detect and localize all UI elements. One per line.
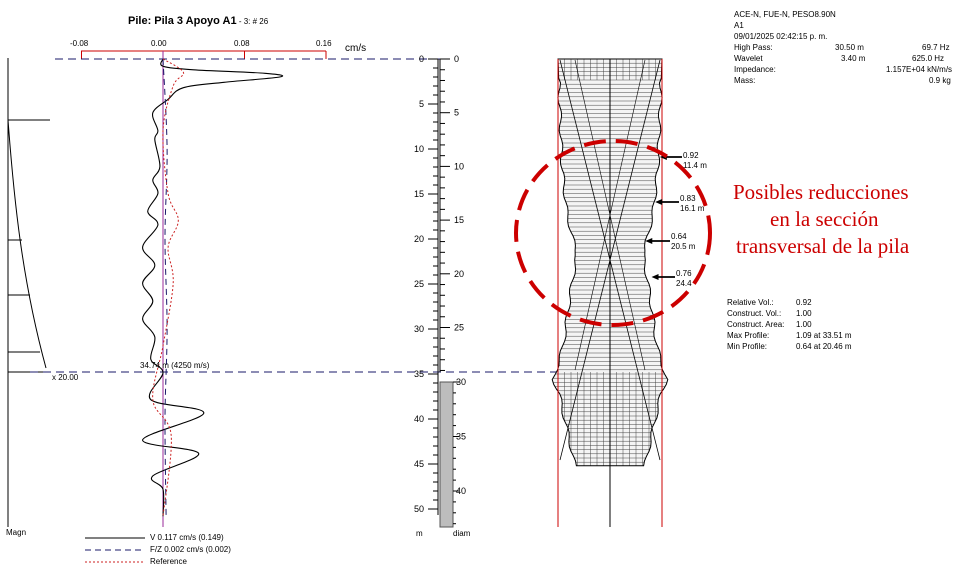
info-row-value: 69.7 Hz (922, 43, 950, 52)
info-filters: ACE-N, FUE-N, PESO8.90N (734, 10, 836, 19)
depth-tick-label: 0 (418, 54, 424, 64)
depth-tick-label: 35 (413, 369, 424, 379)
annotation-line-1: Posibles reducciones (733, 180, 909, 204)
legend-reference: Reference (150, 557, 187, 566)
summary-label: Construct. Area: (727, 320, 785, 329)
inner-depth-label: 5 (454, 107, 460, 118)
inner-depth-label: 15 (454, 215, 465, 226)
diam-tick-label: 40 (456, 486, 467, 496)
annotation-line-3: transversal de la pila (736, 234, 910, 258)
info-row-value: 3.40 m (841, 54, 866, 63)
chart-title: Pile: Pila 3 Apoyo A1 - 3: # 26 (128, 15, 269, 27)
inner-depth-label: 25 (454, 322, 465, 333)
summary-value: 1.00 (796, 309, 812, 318)
info-datetime: 09/01/2025 02:42:15 p. m. (734, 32, 828, 41)
depth-tick-label: 20 (413, 234, 424, 244)
info-row-label: Mass: (734, 76, 756, 85)
info-row-value: 625.0 Hz (912, 54, 945, 63)
info-row-label: High Pass: (734, 43, 773, 52)
x-tick-label: 0.00 (151, 39, 167, 48)
info-row-value: 1.157E+04 kN/m/s (886, 65, 953, 74)
diam-tick-label: 35 (456, 431, 467, 442)
marker-ratio: 0.92 (683, 151, 699, 160)
marker-ratio: 0.83 (680, 194, 696, 203)
diam-bar (440, 382, 453, 527)
legend-v: V 0.117 cm/s (0.149) (150, 533, 224, 542)
summary-label: Relative Vol.: (727, 298, 774, 307)
x-axis-unit: cm/s (345, 43, 367, 54)
depth-tick-label: 50 (413, 504, 424, 514)
x-tick-label: 0.16 (316, 39, 332, 48)
summary-label: Max Profile: (727, 331, 770, 340)
marker-depth: 11.4 m (683, 161, 707, 170)
diam-label: diam (453, 529, 471, 538)
marker-ratio: 0.76 (676, 269, 692, 278)
toe-marker-label: 34.74 m (4250 m/s) (140, 361, 210, 370)
marker-arrow-head (652, 274, 659, 280)
summary-value: 1.09 at 33.51 m (796, 331, 852, 340)
inner-depth-label: 0 (454, 54, 460, 64)
summary-value: 0.92 (796, 298, 812, 307)
depth-tick-label: 15 (413, 189, 424, 199)
amplification-label: x 20.00 (52, 373, 79, 382)
marker-depth: 16.1 m (680, 204, 705, 213)
summary-value: 1.00 (796, 320, 812, 329)
marker-depth: 24.4 (676, 279, 692, 288)
marker-arrow-head (655, 199, 662, 205)
diam-tick-label: 30 (456, 377, 467, 387)
marker-depth: 20.5 m (671, 242, 696, 251)
annotation-line-2: en la sección (770, 207, 879, 231)
magnitude-curve (8, 120, 46, 368)
info-pile-id: A1 (734, 21, 744, 30)
depth-tick-label: 45 (413, 459, 424, 469)
info-row-label: Impedance: (734, 65, 776, 74)
depth-tick-label: 25 (413, 279, 424, 289)
legend-fz: F/Z 0.002 cm/s (0.002) (150, 545, 231, 554)
info-row-value: 30.50 m (835, 43, 864, 52)
inner-depth-label: 10 (454, 161, 465, 172)
info-row-label: Wavelet (734, 54, 763, 63)
inner-depth-label: 20 (454, 268, 465, 279)
marker-ratio: 0.64 (671, 232, 687, 241)
info-row-value: 0.9 kg (929, 76, 951, 85)
magn-label: Magn (6, 528, 27, 537)
x-tick-label: 0.08 (234, 39, 250, 48)
depth-unit: m (416, 529, 423, 538)
depth-tick-label: 30 (413, 324, 424, 334)
depth-tick-label: 40 (413, 414, 424, 424)
x-tick-label: -0.08 (70, 39, 89, 48)
summary-label: Min Profile: (727, 342, 768, 351)
depth-tick-label: 10 (413, 144, 424, 154)
summary-value: 0.64 at 20.46 m (796, 342, 852, 351)
summary-label: Construct. Vol.: (727, 309, 782, 318)
depth-tick-label: 5 (418, 99, 424, 109)
